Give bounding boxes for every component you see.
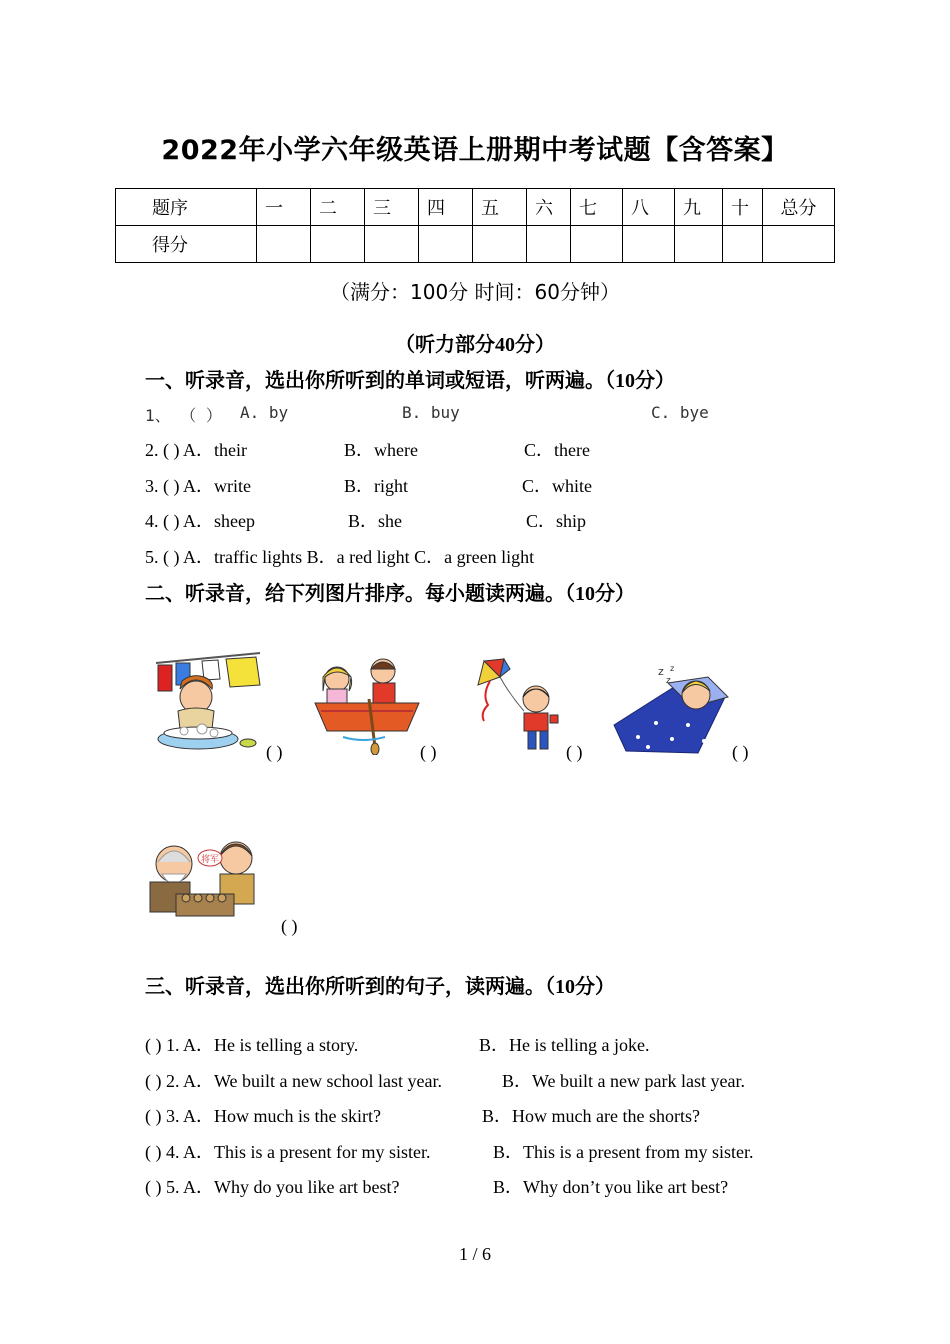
q3-option-b: B．right — [344, 476, 409, 496]
score-input-cell — [763, 226, 835, 263]
q3-number-a: 3. ( ) A．write — [145, 476, 251, 496]
q3-option-c: C．white — [522, 476, 592, 496]
chess-speech-text: 将军 — [201, 855, 220, 865]
score-input-cell — [473, 226, 527, 263]
answer-blank: ( ) — [420, 742, 437, 762]
table-cell: 四 — [419, 189, 473, 226]
s3-item-1-b: B．He is telling a joke. — [479, 1035, 650, 1055]
q5-line: 5. ( ) A．traffic lights B．a red light C．a green light — [145, 547, 535, 567]
table-cell: 二 — [311, 189, 365, 226]
page-title: 2022年小学六年级英语上册期中考试题【含答案】 — [161, 135, 789, 166]
exam-info: （满分：100分 时间：60分钟） — [330, 280, 620, 304]
listening-header: （听力部分40分） — [395, 334, 555, 356]
s3-item-3-a: ( ) 3. A．How much is the skirt? — [145, 1106, 381, 1126]
score-input-cell — [365, 226, 419, 263]
boat-picture — [313, 655, 421, 755]
s3-item-1-a: ( ) 1. A．He is telling a story. — [145, 1035, 359, 1055]
kite-picture — [470, 655, 562, 755]
table-cell: 六 — [527, 189, 571, 226]
answer-blank: ( ) — [266, 742, 283, 762]
s3-item-4-b: B．This is a present from my sister. — [493, 1142, 754, 1162]
q1-option-b: B. buy — [402, 403, 460, 422]
section1-heading: 一、听录音，选出你所听到的单词或短语，听两遍。（10分） — [145, 370, 675, 392]
q1-option-c: C. bye — [651, 403, 709, 422]
table-cell: 九 — [675, 189, 723, 226]
q4-option-b: B．she — [348, 511, 402, 531]
s3-item-4-a: ( ) 4. A．This is a present for my sister. — [145, 1142, 431, 1162]
score-input-cell — [527, 226, 571, 263]
q2-option-b: B．where — [344, 440, 418, 460]
table-cell: 十 — [723, 189, 763, 226]
svg-text:z: z — [658, 665, 664, 678]
score-input-cell — [623, 226, 675, 263]
score-input-cell — [571, 226, 623, 263]
score-table-score-row — [116, 226, 835, 263]
score-input-cell — [419, 226, 473, 263]
table-cell: 三 — [365, 189, 419, 226]
table-cell: 题序 — [116, 189, 257, 226]
q4-number-a: 4. ( ) A．sheep — [145, 511, 255, 531]
q1-number: 1、 （ ） — [145, 406, 222, 425]
table-cell: 得分 — [116, 226, 257, 263]
answer-blank: ( ) — [732, 742, 749, 762]
q2-number-a: 2. ( ) A．their — [145, 440, 247, 460]
score-input-cell — [675, 226, 723, 263]
table-cell: 一 — [257, 189, 311, 226]
s3-item-5-a: ( ) 5. A．Why do you like art best? — [145, 1177, 400, 1197]
svg-text:z: z — [666, 676, 671, 686]
section3-heading: 三、听录音，选出你所听到的句子，读两遍。（10分） — [145, 976, 615, 998]
table-cell: 七 — [571, 189, 623, 226]
answer-blank: ( ) — [566, 742, 583, 762]
table-cell: 五 — [473, 189, 527, 226]
s3-item-2-a: ( ) 2. A．We built a new school last year. — [145, 1071, 442, 1091]
s3-item-3-b: B．How much are the shorts? — [482, 1106, 700, 1126]
table-cell: 八 — [623, 189, 675, 226]
svg-text:z: z — [670, 664, 675, 673]
washing-clothes-picture — [152, 645, 264, 755]
q1-option-a: A. by — [240, 403, 289, 422]
score-input-cell — [257, 226, 311, 263]
answer-blank: ( ) — [281, 916, 298, 936]
s3-item-5-b: B．Why don’t you like art best? — [493, 1177, 729, 1197]
q2-option-c: C．there — [524, 440, 590, 460]
s3-item-2-b: B．We built a new park last year. — [502, 1071, 745, 1091]
score-table — [115, 188, 835, 263]
score-input-cell — [311, 226, 365, 263]
table-cell: 总分 — [763, 189, 835, 226]
score-input-cell — [723, 226, 763, 263]
section2-heading: 二、听录音，给下列图片排序。每小题读两遍。（10分） — [145, 583, 635, 605]
q4-option-c: C．ship — [526, 511, 587, 531]
score-table-header-row — [116, 189, 835, 226]
sleeping-picture — [608, 663, 732, 759]
chess-picture — [140, 834, 266, 930]
page-number: 1 / 6 — [458, 1244, 491, 1264]
